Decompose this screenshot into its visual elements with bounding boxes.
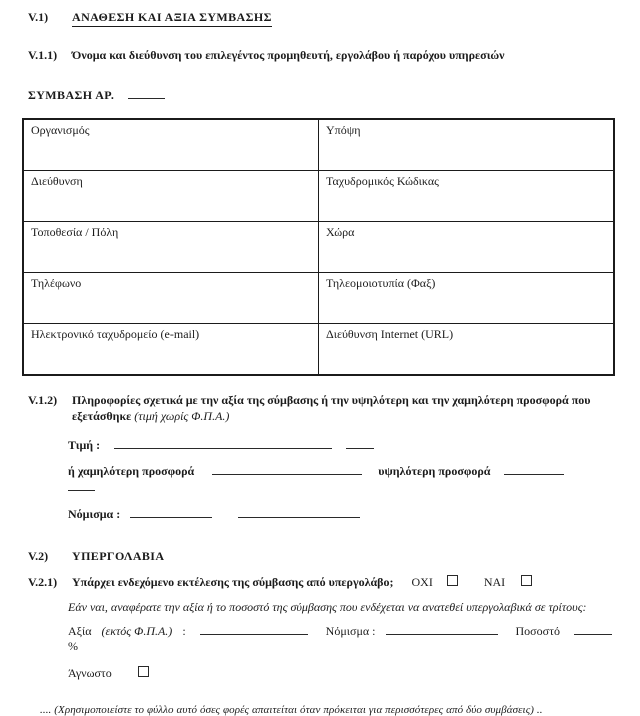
unknown-label: Άγνωστο xyxy=(68,666,112,681)
highest-offer-blank[interactable] xyxy=(504,463,564,475)
postal-code-label: Ταχυδρομικός Κώδικας xyxy=(326,174,439,188)
country-label: Χώρα xyxy=(326,225,355,239)
section-v11-heading xyxy=(28,48,616,63)
address-label: Διεύθυνση xyxy=(31,174,83,188)
price-blank[interactable] xyxy=(114,437,332,449)
attention-label: Υπόψη xyxy=(326,123,361,137)
fax-cell[interactable] xyxy=(319,273,615,324)
section-v2-number: V.2) xyxy=(28,549,49,564)
subcontract-question: Υπάρχει ενδεχόμενο εκτέλεσης της σύμβασης από υπεργολάβο; xyxy=(72,575,394,590)
price-label: Τιμή : xyxy=(68,438,101,453)
section-v2-heading xyxy=(28,549,616,564)
no-option-label: ΟΧΙ xyxy=(411,575,433,590)
subcontract-value-line xyxy=(68,623,616,654)
if-yes-note: Εάν ναι, αναφέρατε την αξία ή το ποσοστό της σύμβασης που ενδέχεται να ανατεθεί υπεργολαβικά σε τρίτους: xyxy=(68,600,587,615)
section-v1-heading xyxy=(28,10,616,27)
town-cell[interactable] xyxy=(23,222,319,273)
price-line xyxy=(68,437,616,453)
url-cell[interactable] xyxy=(319,324,615,376)
table-row xyxy=(23,273,614,324)
section-v21-number: V.2.1) xyxy=(28,575,58,590)
highest-offer-blank-2[interactable] xyxy=(68,479,95,491)
organisation-label: Οργανισμός xyxy=(31,123,90,137)
no-checkbox[interactable] xyxy=(447,575,458,586)
section-v11-title: Όνομα και διεύθυνση του επιλεγέντος προμηθευτή, εργολάβου ή παρόχου υπηρεσιών xyxy=(72,48,505,62)
url-label: Διεύθυνση Internet (URL) xyxy=(326,327,454,341)
section-v12-number: V.1.2) xyxy=(28,393,58,407)
unknown-checkbox[interactable] xyxy=(138,666,149,677)
footer-note: .... (Χρησιμοποιείστε το φύλλο αυτό όσες φορές απαιτείται όταν πρόκειται για περισσότερες από δύο συμβάσεις) .. xyxy=(40,704,543,716)
postal-code-cell[interactable] xyxy=(319,171,615,222)
percent-sign: % xyxy=(68,639,78,654)
section-v12-heading xyxy=(28,393,616,424)
fax-label: Τηλεομοιοτυπία (Φαξ) xyxy=(326,276,436,290)
yes-option-label: ΝΑΙ xyxy=(483,575,506,590)
section-v1-title: ΑΝΑΘΕΣΗ ΚΑΙ ΑΞΙΑ ΣΥΜΒΑΣΗΣ xyxy=(72,10,272,27)
organisation-cell[interactable] xyxy=(23,119,319,171)
bids-line xyxy=(68,463,616,495)
section-v11-number: V.1.1) xyxy=(28,48,58,62)
address-cell[interactable] xyxy=(23,171,319,222)
currency-line xyxy=(68,506,616,522)
table-row xyxy=(23,119,614,171)
lowest-offer-label: ή χαμηλότερη προσφορά xyxy=(68,464,195,479)
percentage-blank[interactable] xyxy=(574,623,612,635)
email-cell[interactable] xyxy=(23,324,319,376)
contract-number-blank[interactable] xyxy=(128,87,165,99)
value-colon: : xyxy=(182,624,186,639)
section-v12-title: Πληροφορίες σχετικά με την αξία της σύμβασης ή την υψηλότερη και την χαμηλότερη προσφορά που εξετάσθηκε xyxy=(72,393,591,423)
table-row xyxy=(23,222,614,273)
telephone-cell[interactable] xyxy=(23,273,319,324)
subcontract-currency-blank[interactable] xyxy=(386,623,498,635)
telephone-label: Τηλέφωνο xyxy=(31,276,82,290)
country-cell[interactable] xyxy=(319,222,615,273)
currency-label: Νόμισμα : xyxy=(68,507,121,522)
email-label: Ηλεκτρονικό ταχυδρομείο (e-mail) xyxy=(31,327,200,341)
percentage-label: Ποσοστό xyxy=(515,624,560,639)
table-row xyxy=(23,324,614,376)
section-v12-title-note: (τιμή χωρίς Φ.Π.Α.) xyxy=(134,408,230,423)
contact-table xyxy=(22,118,615,376)
section-v1-number: V.1) xyxy=(28,10,49,24)
unknown-line xyxy=(68,666,616,681)
section-v2-title: ΥΠΕΡΓΟΛΑΒΙΑ xyxy=(72,549,165,564)
currency-blank-2[interactable] xyxy=(238,506,360,518)
attention-cell[interactable] xyxy=(319,119,615,171)
value-label: Αξία xyxy=(68,624,92,639)
subcontract-currency-label: Νόμισμα : xyxy=(325,624,376,639)
value-blank[interactable] xyxy=(200,623,308,635)
town-label: Τοποθεσία / Πόλη xyxy=(31,225,119,239)
table-row xyxy=(23,171,614,222)
currency-blank[interactable] xyxy=(130,506,212,518)
contract-number-label: ΣΥΜΒΑΣΗ ΑΡ. xyxy=(28,88,115,102)
price-blank-2[interactable] xyxy=(346,437,374,449)
yes-checkbox[interactable] xyxy=(521,575,532,586)
section-v21-question-line xyxy=(28,575,616,590)
value-note: (εκτός Φ.Π.Α.) xyxy=(101,624,173,639)
highest-offer-label: υψηλότερη προσφορά xyxy=(378,464,491,479)
lowest-offer-blank[interactable] xyxy=(212,463,362,475)
contract-number-line xyxy=(28,87,616,103)
